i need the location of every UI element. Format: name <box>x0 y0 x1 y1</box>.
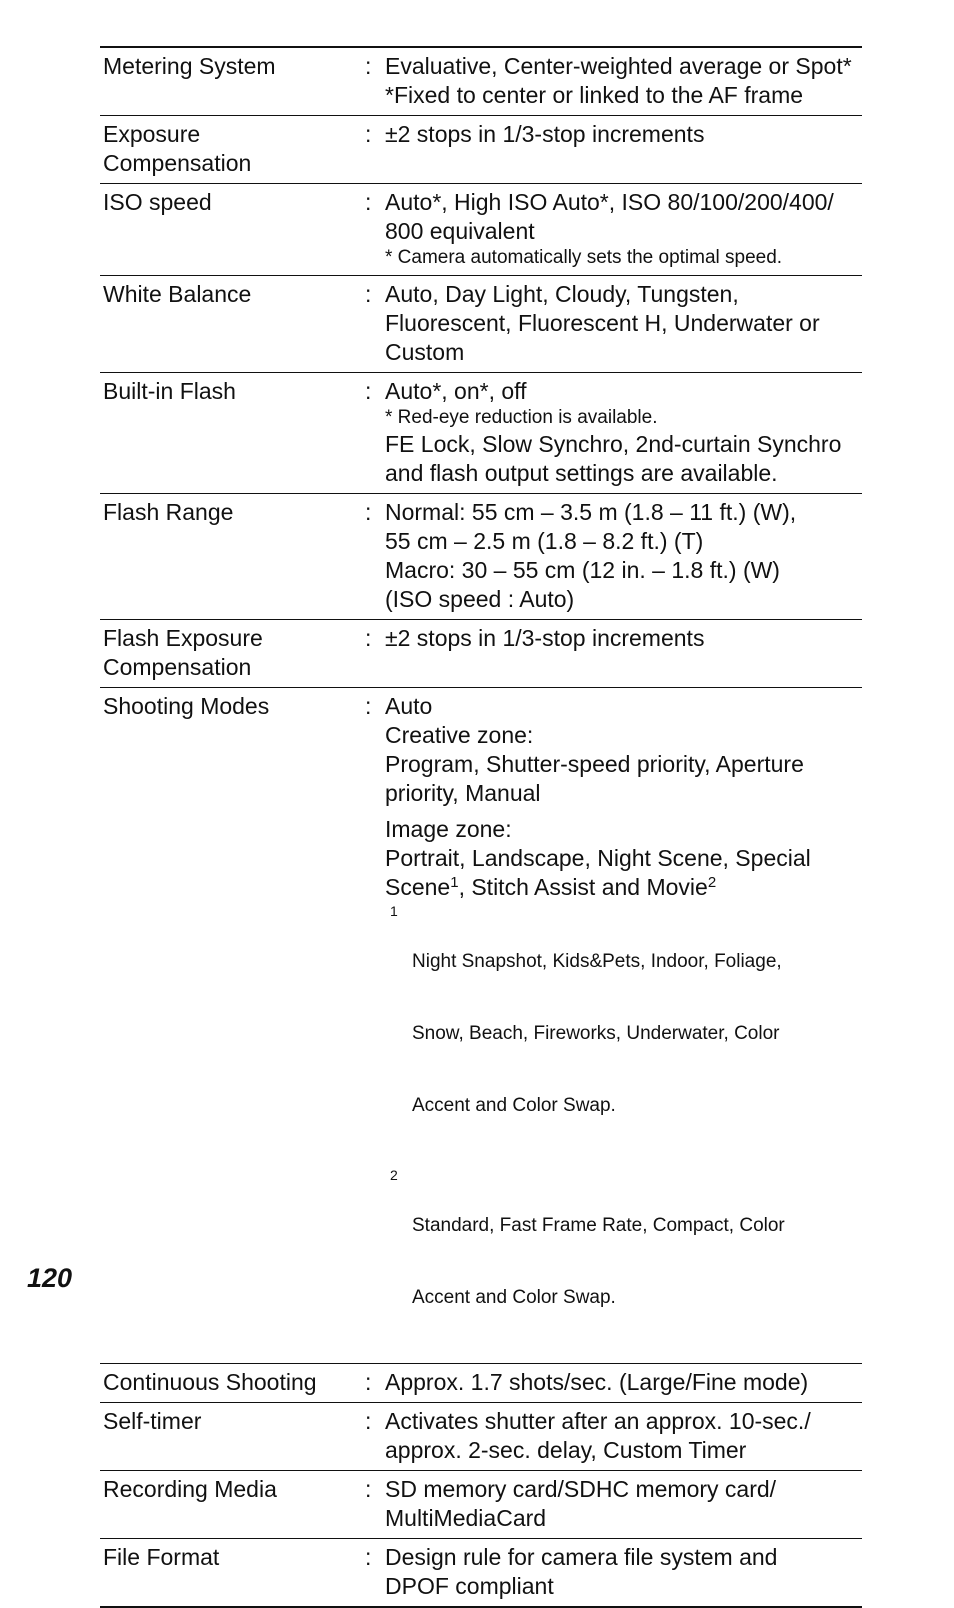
colon: : <box>365 693 372 719</box>
spec-value: Normal: 55 cm – 3.5 m (1.8 – 11 ft.) (W), 55 cm – 2.5 m (1.8 – 8.2 ft.) (T) Macro: 30 – 55 cm (12 in. – 1.8 ft.) (W) (ISO speed : Auto) <box>385 499 797 612</box>
page-number: 120 <box>27 1263 73 1293</box>
colon: : <box>365 499 372 525</box>
colon: : <box>365 189 372 215</box>
footnote-ref: 2 <box>707 874 717 891</box>
spec-row-exposure-compensation <box>100 116 862 184</box>
spec-row-continuous-shooting <box>100 1364 862 1403</box>
spec-note: * Red-eye reduction is available. <box>385 407 658 428</box>
colon: : <box>365 1544 372 1570</box>
spec-label: Recording Media <box>103 1476 277 1502</box>
spec-value: Design rule for camera file system and DPOF compliant <box>385 1544 778 1599</box>
spec-row-flash-range <box>100 494 862 620</box>
spec-label: Metering System <box>103 53 276 79</box>
spec-label: Flash Exposure Compensation <box>103 625 263 680</box>
spec-table <box>100 46 862 1608</box>
spec-row-self-timer <box>100 1403 862 1471</box>
spec-note: * Camera automatically sets the optimal speed. <box>385 247 783 268</box>
spec-row-flash-exposure-compensation <box>100 620 862 688</box>
spec-label: File Format <box>103 1544 220 1570</box>
spec-label: Shooting Modes <box>103 693 270 719</box>
spec-value: ±2 stops in 1/3-stop increments <box>385 121 705 147</box>
colon: : <box>365 53 372 79</box>
spec-row-built-in-flash <box>100 373 862 494</box>
spec-value: Evaluative, Center-weighted average or Spot* *Fixed to center or linked to the AF frame <box>385 53 852 108</box>
spec-row-recording-media <box>100 1471 862 1539</box>
spec-label: Self-timer <box>103 1408 202 1434</box>
footnote: 2 Standard, Fast Frame Rate, Compact, Color Accent and Color Swap. <box>390 1167 785 1308</box>
spec-label: White Balance <box>103 281 252 307</box>
colon: : <box>365 1408 372 1434</box>
spec-label: Flash Range <box>103 499 234 525</box>
spec-value: Auto*, on*, off * Red-eye reduction is available. FE Lock, Slow Synchro, 2nd-curtain Synchro and flash output settings are available. <box>385 377 862 488</box>
spec-row-file-format <box>100 1539 862 1608</box>
spec-value: Auto*, High ISO Auto*, ISO 80/100/200/400/ 800 equivalent * Camera automatically sets the optimal speed. <box>385 188 862 270</box>
footnote: 1 Night Snapshot, Kids&Pets, Indoor, Foliage, Snow, Beach, Fireworks, Underwater, Color Accent and Color Swap. <box>390 903 782 1116</box>
colon: : <box>365 625 372 651</box>
colon: : <box>365 378 372 404</box>
spec-row-metering-system <box>100 48 862 116</box>
spec-value: Auto, Day Light, Cloudy, Tungsten, Fluorescent, Fluorescent H, Underwater or Custom <box>385 281 820 365</box>
spacer <box>385 808 862 815</box>
spec-value: Activates shutter after an approx. 10-sec./ approx. 2-sec. delay, Custom Timer <box>385 1408 811 1463</box>
spec-label: ISO speed <box>103 189 212 215</box>
colon: : <box>365 1369 372 1395</box>
spec-row-shooting-modes <box>100 688 862 1364</box>
spec-label: Continuous Shooting <box>103 1369 317 1395</box>
colon: : <box>365 281 372 307</box>
colon: : <box>365 121 372 147</box>
spec-value: Approx. 1.7 shots/sec. (Large/Fine mode) <box>385 1369 809 1395</box>
scene-line: Scene$^1$, Stitch Assist and Movie$^2$ <box>385 874 717 900</box>
spec-row-white-balance <box>100 276 862 373</box>
spec-label: Built-in Flash <box>103 378 236 404</box>
spec-value: Auto Creative zone: Program, Shutter-speed priority, Aperture priority, Manual Image zone: Portrait, Landscape, Night Scene, Special Scene$^1$, Stitch Assist and Movie$^2$ 1 Night Snapshot, Kids&Pets, Indoor, Foliage, Snow, Beach, Fireworks, Underwater, Color Accent and Color Swap. 2 Standard, Fast Frame Rate, Compact, Color Accent and Color Swap. <box>385 692 862 1358</box>
spec-value: SD memory card/SDHC memory card/ MultiMediaCard <box>385 1476 777 1531</box>
footnote-ref: 1 <box>450 874 459 891</box>
spec-value: ±2 stops in 1/3-stop increments <box>385 625 705 651</box>
spec-row-iso-speed <box>100 184 862 276</box>
colon: : <box>365 1476 372 1502</box>
spec-label: Exposure Compensation <box>103 121 252 176</box>
